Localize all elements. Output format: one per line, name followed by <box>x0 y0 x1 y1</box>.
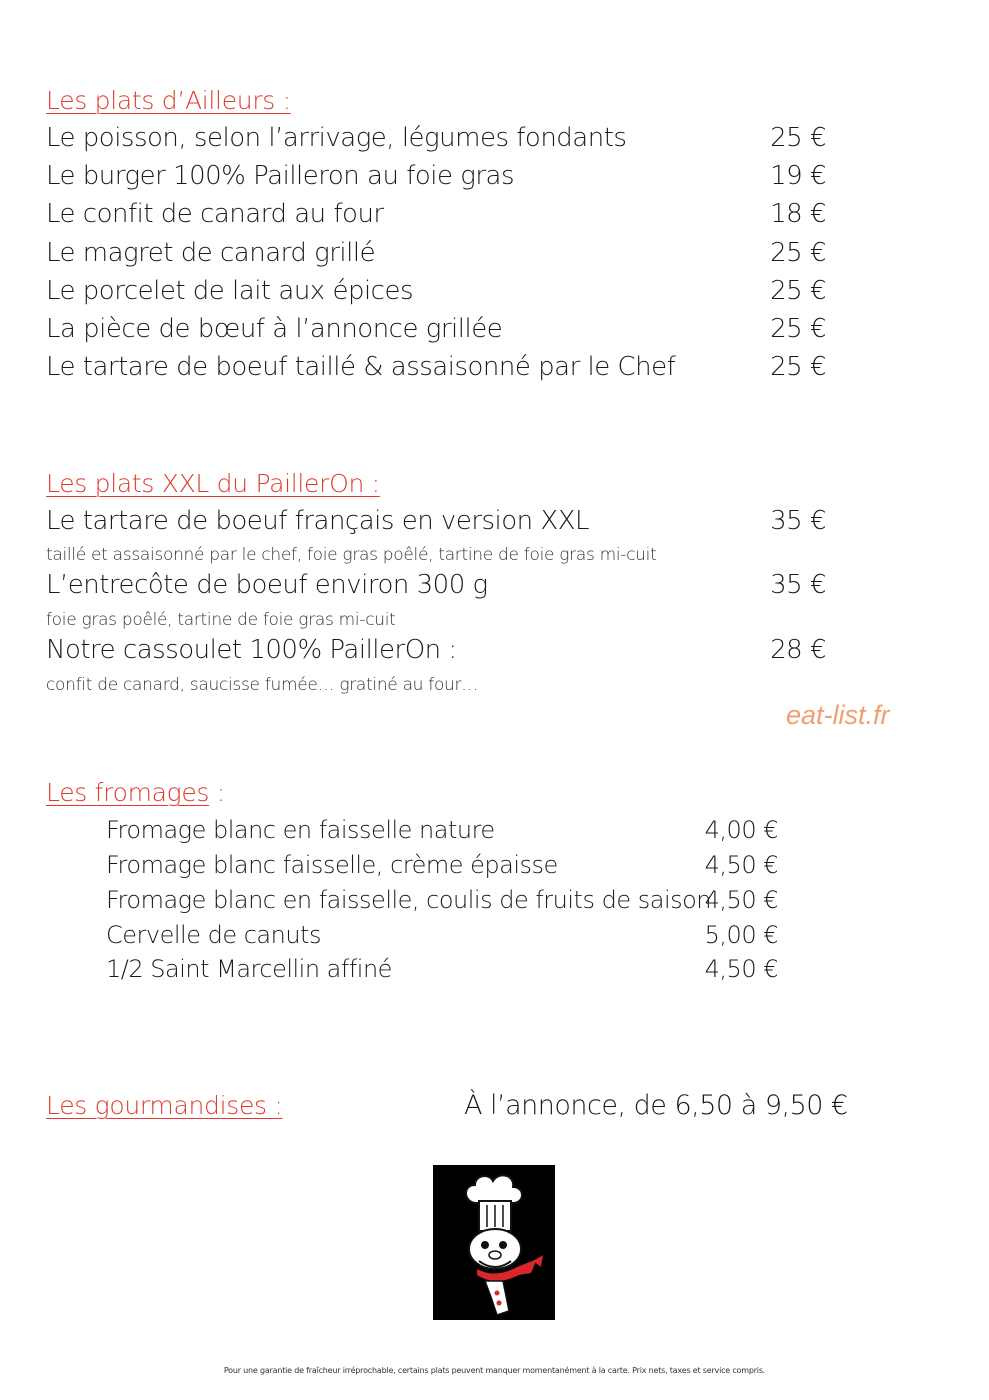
menu-item <box>106 851 778 885</box>
item-name: Le confit de canard au four <box>46 199 384 229</box>
section-title-fromages <box>46 778 225 807</box>
item-name: Cervelle de canuts <box>106 921 321 949</box>
section-title-fromages-text: Les fromages <box>46 778 210 807</box>
item-price: 25 € <box>770 352 826 382</box>
item-price: 35 € <box>770 570 826 600</box>
item-price: 4,50 € <box>704 851 778 879</box>
item-price: 18 € <box>770 199 826 229</box>
menu-item <box>46 314 826 352</box>
item-name: Notre cassoulet 100% PaillerOn : <box>46 635 457 665</box>
item-name: 1/2 Saint Marcellin affiné <box>106 955 392 983</box>
menu-item <box>46 570 826 608</box>
item-name: L’entrecôte de boeuf environ 300 g <box>46 570 488 600</box>
item-price: 25 € <box>770 314 826 344</box>
menu-item <box>46 123 826 161</box>
item-name: Fromage blanc en faisselle nature <box>106 816 495 844</box>
item-price: 4,50 € <box>704 955 778 983</box>
item-price: 28 € <box>770 635 826 665</box>
section-title-gourmandises: Les gourmandises : <box>46 1091 283 1120</box>
item-description: confit de canard, saucisse fumée… gratiné au four… <box>46 675 478 695</box>
menu-item <box>46 506 826 544</box>
gourmandises-price-text: À l’annonce, de 6,50 à 9,50 € <box>464 1090 848 1121</box>
item-name: Le magret de canard grillé <box>46 238 376 268</box>
item-price: 25 € <box>770 238 826 268</box>
menu-item <box>106 921 778 955</box>
menu-item <box>106 955 778 989</box>
item-price: 19 € <box>770 161 826 191</box>
footer-note: Pour une garantie de fraîcheur irréprochable, certains plats peuvent manquer momentanément à la carte. Prix nets, taxes et service compris. <box>223 1366 766 1375</box>
item-name: Fromage blanc en faisselle, coulis de fruits de saison <box>106 886 712 914</box>
section-title-xxl: Les plats XXL du PaillerOn : <box>46 469 380 498</box>
menu-item <box>106 886 778 920</box>
section-title-fromages-suffix: : <box>209 778 225 807</box>
item-price: 4,50 € <box>704 886 778 914</box>
item-price: 5,00 € <box>704 921 778 949</box>
menu-item <box>46 276 826 314</box>
item-name: Le burger 100% Pailleron au foie gras <box>46 161 515 191</box>
menu-item <box>46 199 826 237</box>
item-name: Le porcelet de lait aux épices <box>46 276 414 306</box>
item-price: 25 € <box>770 276 826 306</box>
item-price: 4,00 € <box>704 816 778 844</box>
item-name: Le poisson, selon l’arrivage, légumes fondants <box>46 123 627 153</box>
item-description: taillé et assaisonné par le chef, foie gras poêlé, tartine de foie gras mi-cuit <box>46 545 657 565</box>
chef-logo-icon <box>433 1165 555 1320</box>
menu-item <box>46 161 826 199</box>
menu-item <box>46 635 826 673</box>
item-price: 35 € <box>770 506 826 536</box>
watermark: eat-list.fr <box>786 700 890 730</box>
menu-item <box>46 352 826 390</box>
item-description: foie gras poêlé, tartine de foie gras mi-cuit <box>46 610 396 630</box>
item-price: 25 € <box>770 123 826 153</box>
menu-item <box>46 238 826 276</box>
section-title-ailleurs: Les plats d’Ailleurs : <box>46 86 291 115</box>
item-name: La pièce de bœuf à l’annonce grillée <box>46 314 503 344</box>
item-name: Le tartare de boeuf français en version XXL <box>46 506 590 536</box>
menu-item <box>106 816 778 850</box>
item-name: Le tartare de boeuf taillé & assaisonné par le Chef <box>46 352 676 382</box>
item-name: Fromage blanc faisselle, crème épaisse <box>106 851 558 879</box>
